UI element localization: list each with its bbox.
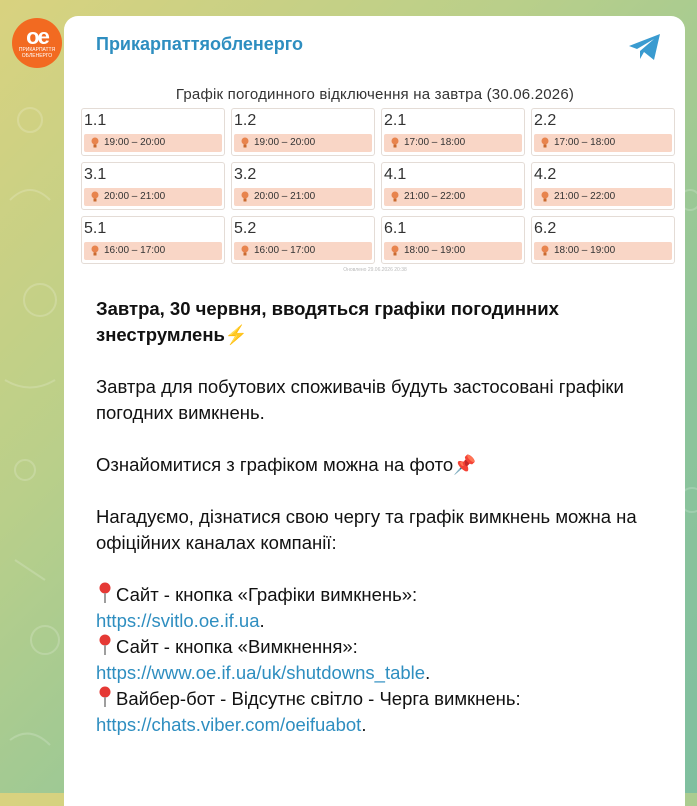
logo-text: ПРИКАРПАТТЯ ОБЛЕНЕРГО <box>18 47 56 59</box>
lightbulb-icon <box>240 191 250 203</box>
queue-time <box>384 242 522 260</box>
lightbulb-icon <box>540 191 550 203</box>
queue-cell <box>81 216 225 264</box>
queue-time-text: 20:00 – 21:00 <box>254 191 316 202</box>
queue-time <box>234 188 372 206</box>
queue-cell <box>531 162 675 210</box>
paragraph-3: Нагадуємо, дізнатися свою чергу та графік вимкнень можна на офіційних каналах компанії: <box>96 506 637 553</box>
lightbulb-icon <box>390 137 400 149</box>
queue-label: 2.2 <box>534 112 557 129</box>
queue-cell <box>81 108 225 156</box>
message-text <box>96 296 666 738</box>
lightbulb-icon <box>390 245 400 257</box>
lightning-icon: ⚡ <box>224 324 248 345</box>
paragraph-2 <box>96 452 666 478</box>
paragraph-1: Завтра для побутових споживачів будуть застосовані графіки погодних вимкнень. <box>96 376 624 423</box>
lightbulb-icon <box>240 245 250 257</box>
queue-label: 6.1 <box>384 220 407 237</box>
queue-time-text: 17:00 – 18:00 <box>554 137 616 148</box>
queue-label: 4.1 <box>384 166 407 183</box>
queue-time-text: 20:00 – 21:00 <box>104 191 166 202</box>
queue-time-text: 19:00 – 20:00 <box>104 137 166 148</box>
queue-time <box>384 188 522 206</box>
paragraph-2-text: Ознайомитися з графіком можна на фото <box>96 454 454 475</box>
queue-time-text: 16:00 – 17:00 <box>104 245 166 256</box>
queue-time-text: 17:00 – 18:00 <box>404 137 466 148</box>
shutdowns-table-link[interactable]: https://www.oe.if.ua/uk/shutdowns_table <box>96 662 426 683</box>
telegram-share-icon[interactable] <box>627 32 663 62</box>
svitlo-link[interactable]: https://svitlo.oe.if.ua <box>96 610 260 631</box>
link-item: Сайт - кнопка «Вимкнення»: https://www.oe.if.ua/uk/shutdowns_table. <box>96 636 431 683</box>
schedule-grid <box>81 108 670 264</box>
headline-text: Завтра, 30 червня, вводяться графіки погодинних знеструмлень <box>96 298 559 345</box>
queue-time-text: 21:00 – 22:00 <box>554 191 616 202</box>
lightbulb-icon <box>240 137 250 149</box>
link-label: Сайт - кнопка «Графіки вимкнень»: <box>116 584 418 605</box>
lightbulb-icon <box>540 245 550 257</box>
queue-label: 1.1 <box>84 112 107 129</box>
location-pin-icon <box>96 686 114 708</box>
lightbulb-icon <box>90 245 100 257</box>
queue-label: 5.1 <box>84 220 107 237</box>
logo-mark: ое <box>26 24 48 49</box>
queue-time <box>234 134 372 152</box>
queue-label: 3.2 <box>234 166 257 183</box>
headline <box>96 296 666 348</box>
queue-time-text: 21:00 – 22:00 <box>404 191 466 202</box>
queue-time-text: 19:00 – 20:00 <box>254 137 316 148</box>
link-label: Вайбер-бот - Відсутнє світло - Черга вимкнень: <box>116 688 521 709</box>
channel-avatar[interactable] <box>12 18 62 68</box>
queue-time <box>234 242 372 260</box>
queue-label: 6.2 <box>534 220 557 237</box>
queue-cell <box>531 216 675 264</box>
queue-cell <box>381 216 525 264</box>
queue-label: 5.2 <box>234 220 257 237</box>
queue-cell <box>531 108 675 156</box>
link-item: Вайбер-бот - Відсутнє світло - Черга вимкнень: https://chats.viber.com/oeifuabot. <box>96 688 521 735</box>
queue-label: 2.1 <box>384 112 407 129</box>
queue-cell <box>381 108 525 156</box>
channel-name[interactable]: Прикарпаттяобленерго <box>96 34 304 54</box>
link-label: Сайт - кнопка «Вимкнення»: <box>116 636 358 657</box>
queue-time <box>384 134 522 152</box>
queue-label: 3.1 <box>84 166 107 183</box>
queue-time <box>534 134 672 152</box>
queue-label: 1.2 <box>234 112 257 129</box>
queue-time <box>534 242 672 260</box>
queue-time <box>84 188 222 206</box>
lightbulb-icon <box>90 137 100 149</box>
queue-cell <box>231 162 375 210</box>
queue-cell <box>231 108 375 156</box>
viber-bot-link[interactable]: https://chats.viber.com/oeifuabot <box>96 714 362 735</box>
updated-note: Оновлено 29.06.2026 20:38 <box>343 267 407 273</box>
pushpin-icon: 📌 <box>453 454 477 475</box>
queue-cell <box>381 162 525 210</box>
schedule-photo[interactable] <box>80 80 670 292</box>
queue-time-text: 18:00 – 19:00 <box>554 245 616 256</box>
schedule-title: Графік погодинного відключення на завтра (30.06.2026) <box>175 86 575 103</box>
location-pin-icon <box>96 582 114 604</box>
queue-time <box>84 242 222 260</box>
queue-label: 4.2 <box>534 166 557 183</box>
queue-time <box>534 188 672 206</box>
queue-cell <box>81 162 225 210</box>
lightbulb-icon <box>390 191 400 203</box>
queue-time-text: 16:00 – 17:00 <box>254 245 316 256</box>
lightbulb-icon <box>540 137 550 149</box>
location-pin-icon <box>96 634 114 656</box>
link-item: Сайт - кнопка «Графіки вимкнень»: https://svitlo.oe.if.ua. <box>96 584 418 631</box>
lightbulb-icon <box>90 191 100 203</box>
queue-cell <box>231 216 375 264</box>
message-card <box>64 16 685 806</box>
queue-time <box>84 134 222 152</box>
queue-time-text: 18:00 – 19:00 <box>404 245 466 256</box>
